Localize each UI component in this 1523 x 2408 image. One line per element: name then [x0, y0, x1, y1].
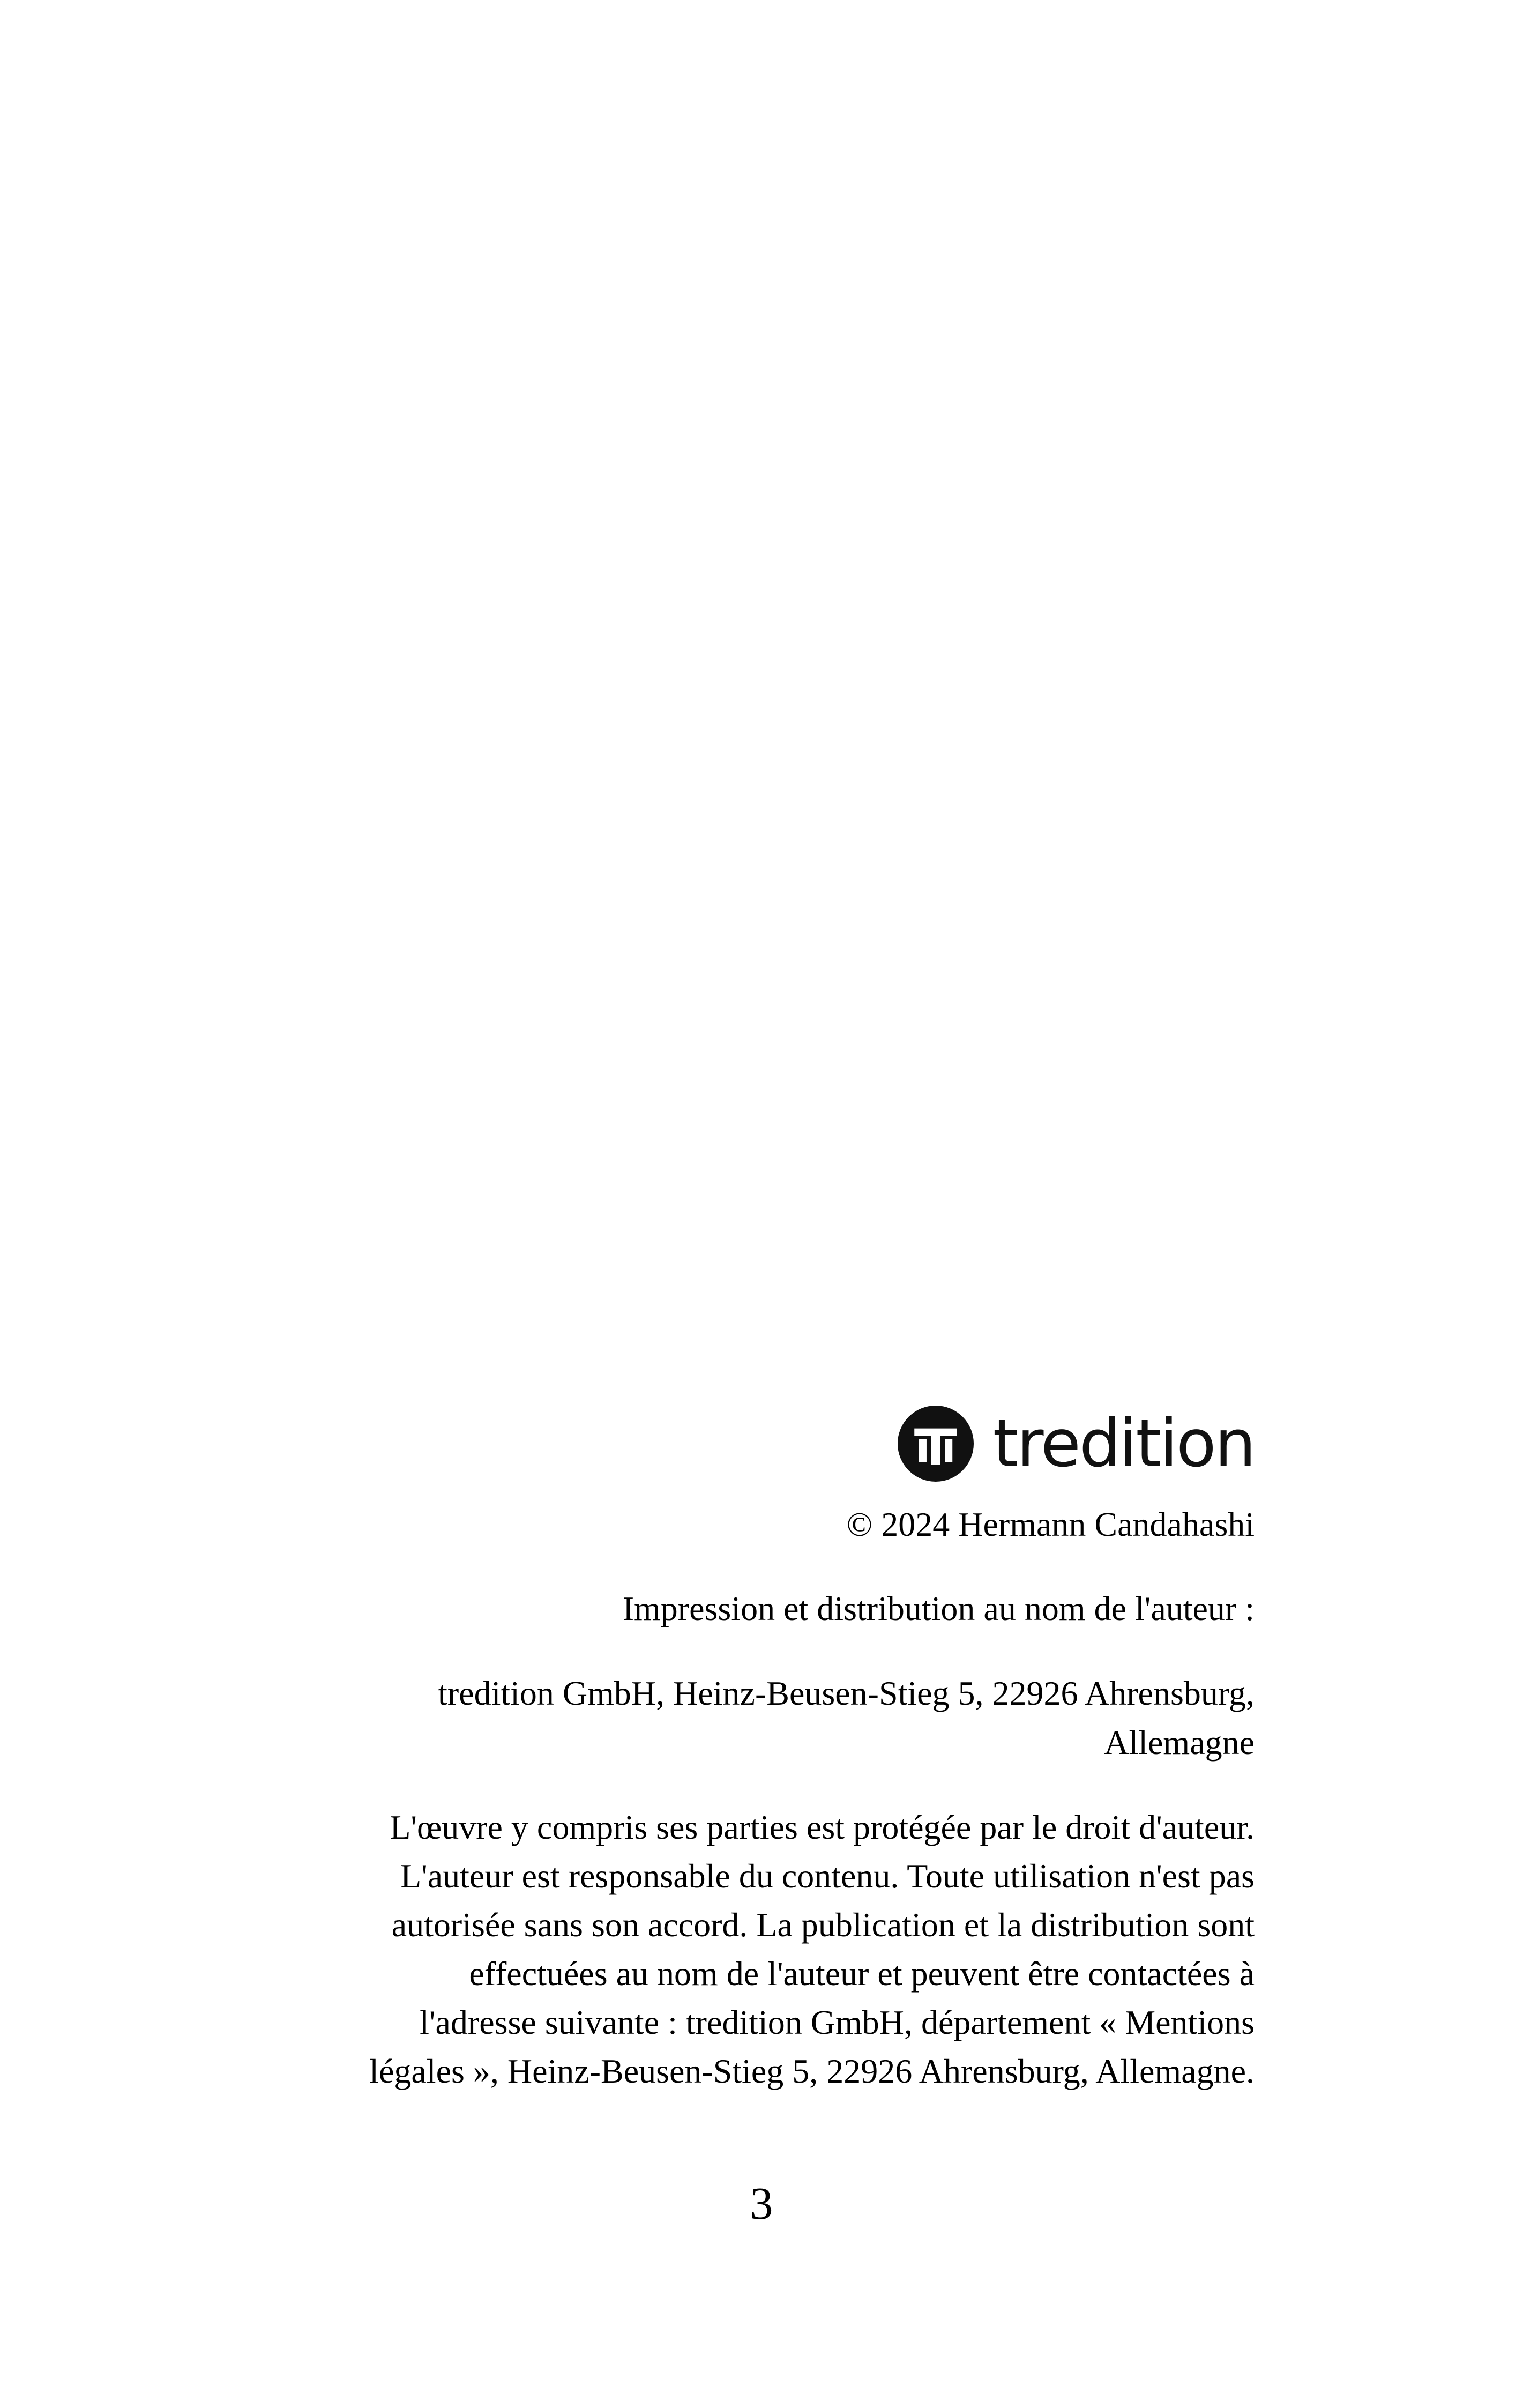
publisher-logo — [236, 1403, 1255, 1484]
legal-line: L'auteur est responsable du contenu. Toute utilisation n'est pas — [400, 1857, 1255, 1895]
copyright-notice: © 2024 Hermann Candahashi — [846, 1505, 1255, 1543]
legal-line: légales », Heinz-Beusen-Stieg 5, 22926 Ahrensburg, Allemagne. — [369, 2052, 1255, 2090]
tredition-logo-icon — [898, 1406, 974, 1482]
imprint-block — [236, 1403, 1255, 2095]
publisher-address — [236, 1669, 1255, 1767]
legal-line: autorisée sans son accord. La publication et la distribution sont — [391, 1906, 1255, 1944]
legal-line: l'adresse suivante : tredition GmbH, département « Mentions — [420, 2003, 1255, 2041]
page-number: 3 — [750, 2177, 773, 2229]
address-line: tredition GmbH, Heinz-Beusen-Stieg 5, 22926 Ahrensburg, — [438, 1674, 1255, 1712]
legal-line: effectuées au nom de l'auteur et peuvent être contactées à — [469, 1954, 1255, 1993]
logo-wordmark: tredition — [992, 1406, 1255, 1482]
legal-notice — [236, 1803, 1255, 2095]
imprint-label: Impression et distribution au nom de l'auteur : — [622, 1589, 1255, 1627]
legal-line: L'œuvre y compris ses parties est protégée par le droit d'auteur. — [390, 1808, 1255, 1846]
address-line: Allemagne — [1104, 1723, 1255, 1762]
